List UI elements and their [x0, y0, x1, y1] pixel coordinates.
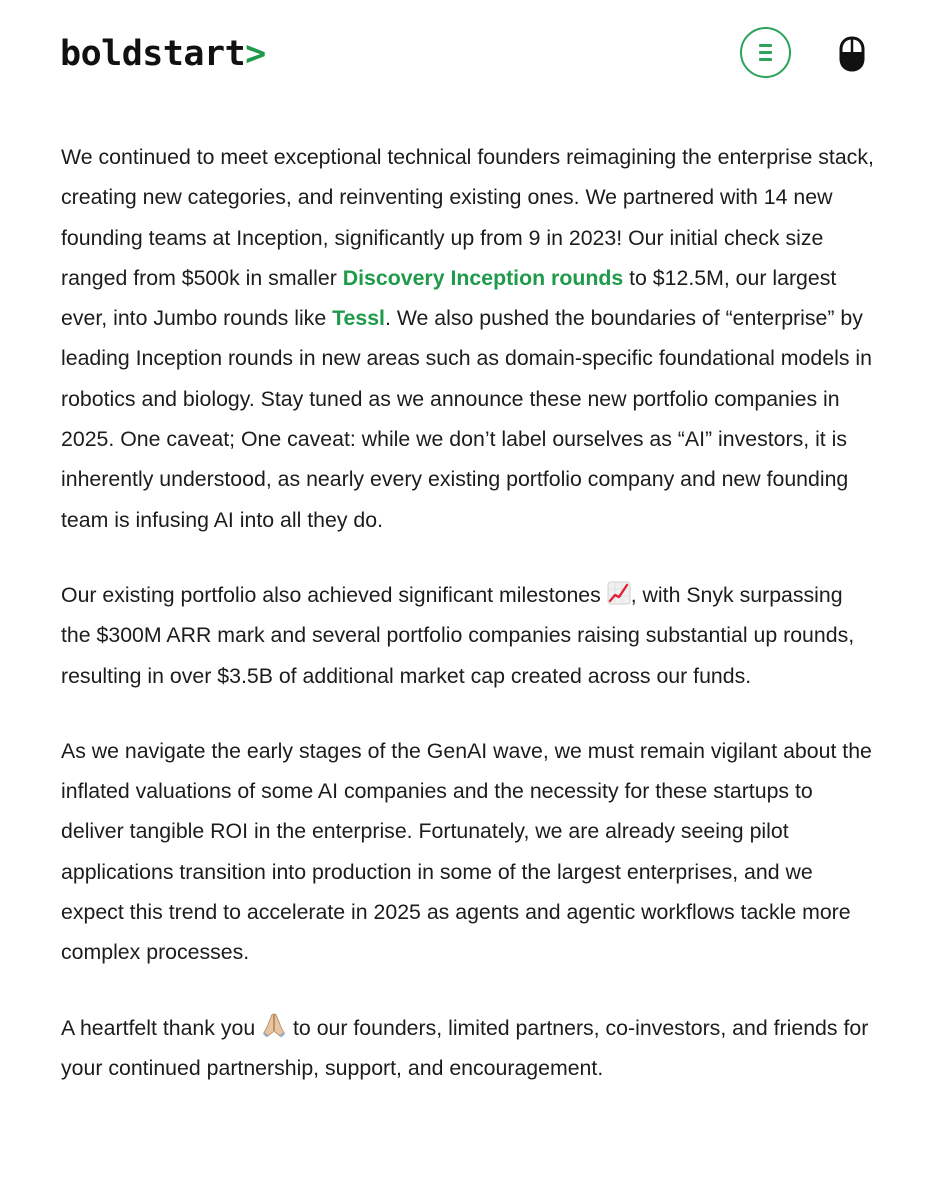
paragraph-text: to $12.5M, our largest ever, into Jumbo rounds like — [61, 265, 837, 331]
paragraph-text: to our founders, limited partners, co-investors, and friends for your continued partnership, support, and encouragement. — [61, 1015, 869, 1080]
menu-bar — [759, 58, 772, 61]
site-header — [0, 0, 938, 110]
paragraph-genai — [61, 731, 876, 973]
tessl-link[interactable]: Tessl — [332, 306, 385, 331]
boldstart-logo[interactable] — [60, 28, 266, 80]
article-body — [61, 137, 876, 1123]
mouse-icon[interactable] — [838, 36, 866, 72]
paragraph-portfolio — [61, 575, 876, 696]
folded-hands-icon — [261, 1012, 287, 1038]
paragraph-thanks — [61, 1008, 876, 1089]
paragraph-text: . We also pushed the boundaries of “enterprise” by leading Inception rounds in new areas such as domain-specific foundational models in robotics and biology. Stay tuned as we announce these new portfolio companies in 2025. One caveat; One caveat: while we don’t label ourselves as “AI” investors, it is inherently understood, as nearly every existing portfolio company and new founding team is infusing AI into all they do. — [61, 306, 872, 532]
menu-bar — [759, 51, 772, 54]
paragraph-inception — [61, 137, 876, 540]
logo-text: boldstart — [60, 34, 246, 74]
paragraph-text: As we navigate the early stages of the GenAI wave, we must remain vigilant about the inflated valuations of some AI companies and the necessity for these startups to deliver tangible ROI in the enterprise. Fortunately, we are already seeing pilot applications transition into production in some of the largest enterprises, and we expect this trend to accelerate in 2025 as agents and agentic workflows tackle more complex processes. — [61, 738, 872, 965]
paragraph-text: We continued to meet exceptional technical founders reimagining the enterprise stack, creating new categories, and reinventing existing ones. We partnered with 14 new founding teams at Inception, significantly up from 9 in 2023! Our initial check size ranged from $500k in smaller — [61, 145, 874, 290]
paragraph-text: , with Snyk surpassing the $300M ARR mark and several portfolio companies raising substantial up rounds, resulting in over $3.5B of additional market cap created across our funds. — [61, 582, 855, 688]
paragraph-text: A heartfelt thank you — [61, 1015, 262, 1040]
chart-increasing-icon — [607, 581, 631, 605]
hamburger-menu-icon[interactable] — [740, 27, 791, 78]
menu-bar — [759, 44, 772, 47]
paragraph-text: Our existing portfolio also achieved significant milestones — [61, 582, 607, 607]
logo-caret: > — [245, 34, 266, 74]
discovery-inception-rounds-link[interactable]: Discovery Inception rounds — [342, 265, 624, 290]
